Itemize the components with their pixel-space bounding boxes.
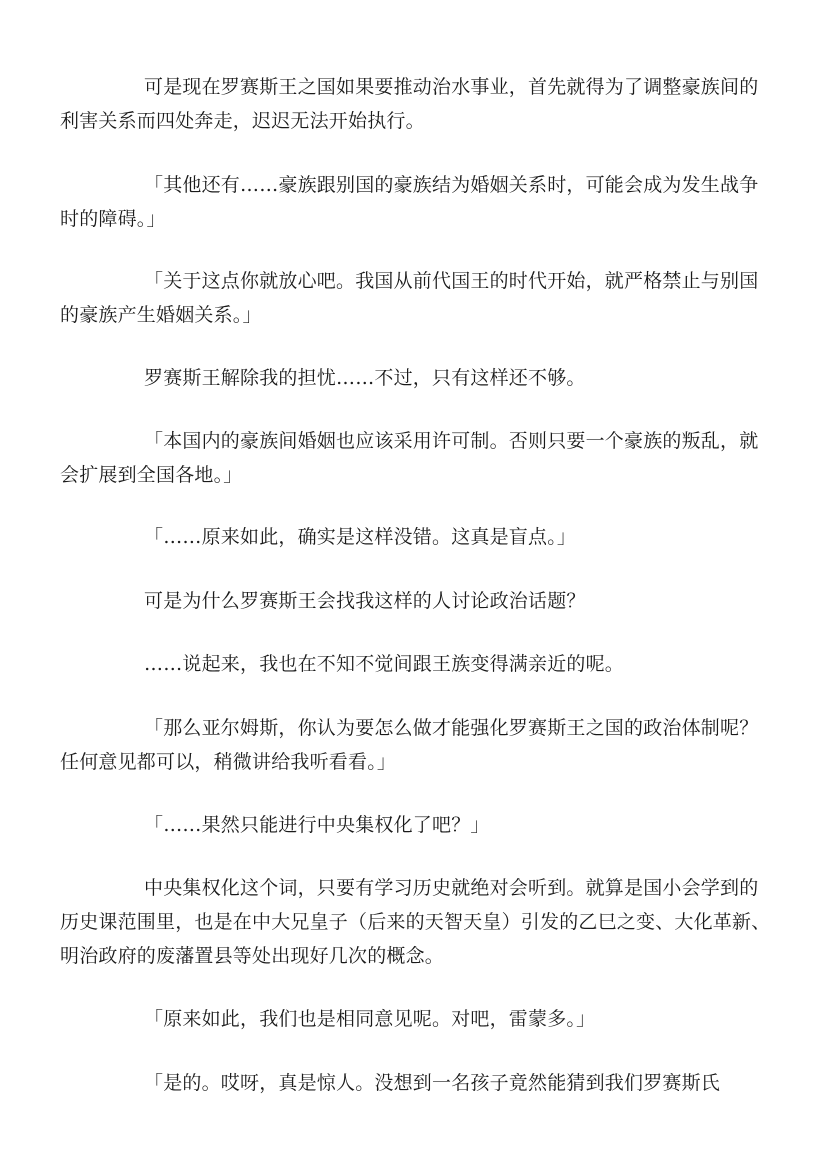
paragraph-10: 「……果然只能进行中央集权化了吧？」 (144, 814, 490, 836)
paragraph-8: ……说起来，我也在不知不觉间跟王族变得满亲近的呢。 (144, 653, 625, 675)
paragraph-7: 可是为什么罗赛斯王会找我这样的人讨论政治话题？ (144, 590, 586, 612)
paragraph-11: 中央集权化这个词，只要有学习历史就绝对会听到。就算是国小会学到的历史课范围里，也是在中大兄皇子（后来的天智天皇）引发的乙巳之变、大化革新、明治政府的废藩置县等处出现好几次的概念。 (60, 877, 771, 967)
paragraph-2: 「其他还有……豪族跟别国的豪族结为婚姻关系时，可能会成为发生战争时的障碍。」 (60, 174, 759, 230)
paragraph-13: 「是的。哎呀，真是惊人。没想到一名孩子竟然能猜到我们罗赛斯氏 (144, 1072, 721, 1094)
paragraph-12: 「原来如此，我们也是相同意见呢。对吧，雷蒙多。」 (144, 1008, 596, 1030)
paragraph-3: 「关于这点你就放心吧。我国从前代国王的时代开始，就严格禁止与别国的豪族产生婚姻关系。」 (60, 270, 759, 326)
paragraph-1: 可是现在罗赛斯王之国如果要推动治水事业，首先就得为了调整豪族间的利害关系而四处奔走，迟迟无法开始执行。 (60, 76, 759, 132)
paragraph-6: 「……原来如此，确实是这样没错。这真是盲点。」 (144, 526, 577, 548)
paragraph-5: 「本国内的豪族间婚姻也应该采用许可制。否则只要一个豪族的叛乱，就会扩展到全国各地。」 (60, 430, 759, 486)
paragraph-4: 罗赛斯王解除我的担忧……不过，只有这样还不够。 (144, 367, 586, 389)
paragraph-9: 「那么亚尔姆斯，你认为要怎么做才能强化罗赛斯王之国的政治体制呢？任何意见都可以，稍微讲给我听看看。」 (60, 717, 759, 773)
